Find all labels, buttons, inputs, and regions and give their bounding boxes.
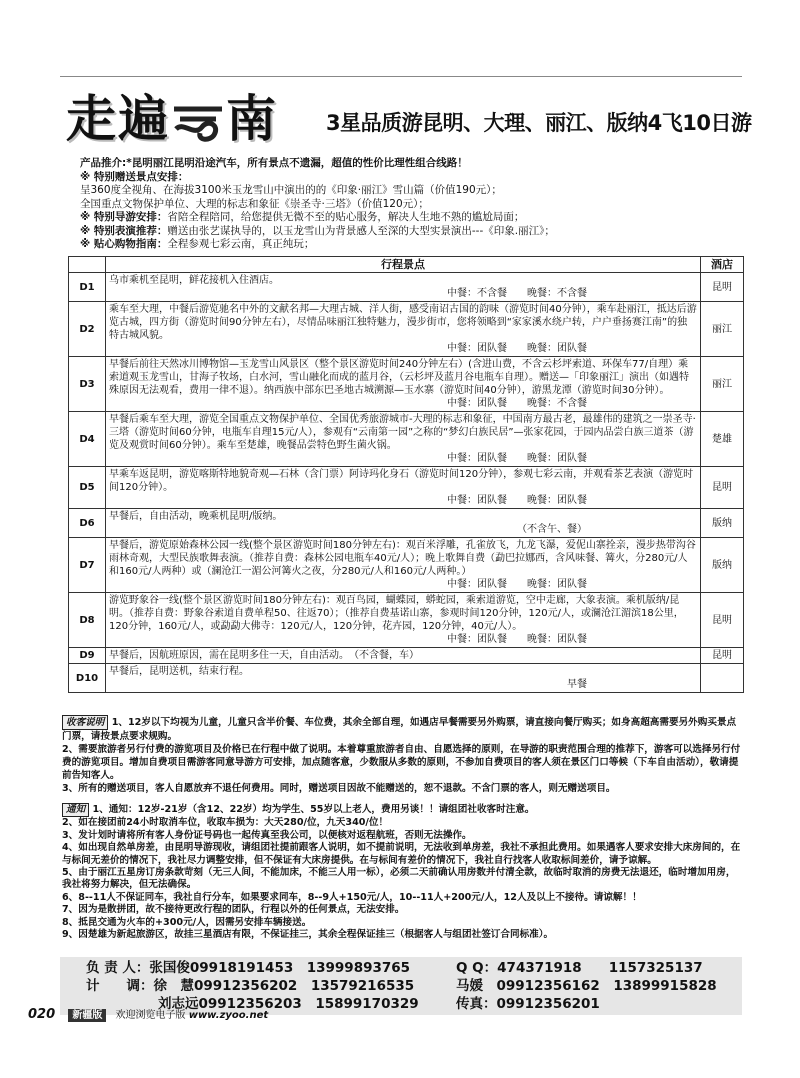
page-number: 020 bbox=[28, 1007, 56, 1022]
day-cell: D2 bbox=[69, 302, 106, 357]
notes-tag: 收客说明 bbox=[62, 715, 108, 730]
notice-item: 2、如在接团前24小时取消车位，收取车损为：大天280/位，九天340/位！ bbox=[62, 817, 389, 829]
itinerary-text: 早餐后，游览原始森林公园一线(整个景区游览时间180分钟左右)：观百米浮雕，孔雀放飞，九龙飞瀑，爱伲山寨拴亲，漫步热带沟谷雨林奇观，大型民族歌舞表演。（推荐自费：森林公园电瓶车40元/人）；晚上歌舞自费（勐巴拉娜西，含风味餐、篝火，分280元/人和160元/人两种）或（澜沧江一湄公河篝火之夜，分280元/人和160元/人两种。） bbox=[109, 540, 696, 577]
day-cell: D4 bbox=[69, 412, 106, 467]
table-row bbox=[69, 273, 744, 302]
hotel-cell: 版纳 bbox=[701, 538, 744, 593]
note-item: 3、所有的赠送项目，客人自愿放弃不退任何费用。同时，赠送项目因故不能赠送的，恕不退款。不含门票的客人，则无赠送项目。 bbox=[62, 783, 616, 794]
logo-text-2: 南 bbox=[226, 89, 278, 148]
itinerary-text: 早餐后前往天然冰川博物馆—玉龙雪山风景区（整个景区游览时间240分钟左右）(含进山费，不含云杉坪索道、环保车77/自理）乘索道观玉龙雪山，甘海子牧场，白水河，雪山融化而成的蓝月谷，（云杉坪及蓝月谷电瓶车自理）。赠送—「印象丽江」演出（如遇特殊原因无法观看，费用一律不退）。纳西族中部东巴圣地古城溯源—玉水寨（游览时间40分钟），游黑龙潭（游览时间30分钟）。 bbox=[109, 359, 689, 396]
itinerary-cell bbox=[106, 302, 701, 357]
itinerary-text: 早餐后，自由活动，晚乘机昆明/版纳。 bbox=[109, 511, 283, 522]
day-cell: D7 bbox=[69, 538, 106, 593]
hotel-cell: 楚雄 bbox=[701, 412, 744, 467]
notice-tag: 通知 bbox=[62, 803, 89, 817]
contact-line: 负 责 人：张国俊09918191453 13999893765 bbox=[86, 960, 411, 976]
day-cell: D8 bbox=[69, 593, 106, 648]
itinerary-header: 行程景点 bbox=[106, 257, 701, 273]
edition-badge: 新疆版 bbox=[68, 1009, 106, 1022]
intro-line: 赠送由张艺谋执导的，以玉龙雪山为背景感人至深的大型实景演出---《印象.丽江》； bbox=[167, 224, 555, 237]
notice-item: 7、因为是散拼团，故不接待更改行程的团队，行程以外的任何景点，无法安排。 bbox=[62, 904, 405, 916]
day-cell: D10 bbox=[69, 664, 106, 693]
table-row bbox=[69, 412, 744, 467]
table-row bbox=[69, 538, 744, 593]
itinerary-cell bbox=[106, 273, 701, 302]
meal-info: 早餐 bbox=[567, 679, 587, 690]
itinerary-cell bbox=[106, 593, 701, 648]
contact-line: 传真：09912356201 bbox=[456, 996, 600, 1012]
meal-info: 中餐：团队餐 晚餐：团队餐 bbox=[447, 343, 587, 354]
cloud-swirl-icon bbox=[170, 100, 226, 146]
hotel-cell: 丽江 bbox=[701, 302, 744, 357]
itinerary-cell bbox=[106, 509, 701, 538]
day-cell: D3 bbox=[69, 357, 106, 412]
table-row bbox=[69, 664, 744, 693]
itinerary-text: 早乘车返昆明，游览喀斯特地貌奇观—石林（含门票）阿诗玛化身石（游览时间120分钟），参观七彩云南，并观看茶艺表演（游览时间120分钟）。 bbox=[109, 469, 694, 493]
table-row bbox=[69, 302, 744, 357]
notice-item: 8、抵昆交通为火车的+300元/人，因需另安排车辆接送。 bbox=[62, 916, 312, 928]
table-row bbox=[69, 648, 744, 664]
notice-item: 1、通知：12岁-21岁（含12、22岁）均为学生、55岁以上老人，费用另谈！！请组团社收客时注意。 bbox=[92, 804, 535, 815]
contact-line: 马媛 09912356162 13899915828 bbox=[456, 978, 717, 994]
itinerary-cell bbox=[106, 664, 701, 693]
itinerary-text: 游览野象谷一线(整个景区游览时间180分钟左右)：观百鸟园，蝴蝶园，蟒蛇园，乘索道游览，空中走廊，大象表演。乘机版纳/昆明。（推荐自费：野象谷索道自费单程50、往返70）；（推荐自费基诺山寨，参观时间120分钟，120元/人，或澜沧江湄滨18公里，120分钟，160元/人，或勐勐大佛寺：120元/人，120分钟，花卉园，120分钟，40元/人）。 bbox=[109, 595, 684, 632]
itinerary-cell bbox=[106, 648, 701, 664]
notice-item: 4、如出现自然单房差，由昆明导游现收，请组团社提前跟客人说明，如不提前说明，无法收到单房差，我社不承担此费用。如果遇客人要求安排大床房间的，在与标间无差价的情况下，我社尽力调整安排，但不保证有大床房提供。在与标间有差价的情况下，我社自行找客人收取标间差价，请予谅解。 bbox=[62, 842, 741, 866]
notice-item: 3、发计划时请将所有客人身份证号码也一起传真至我公司，以便核对返程航班，否则无法操作。 bbox=[62, 829, 472, 841]
itinerary-cell bbox=[106, 467, 701, 509]
intro-label: 产品推介: bbox=[80, 157, 127, 169]
meal-info: 中餐：团队餐 晚餐：团队餐 bbox=[447, 495, 587, 506]
itinerary-cell bbox=[106, 357, 701, 412]
intro-line: ※ 特别赠送景点安排： bbox=[80, 170, 189, 183]
meal-info: 中餐：不含餐 晚餐：不含餐 bbox=[447, 288, 587, 299]
table-row bbox=[69, 509, 744, 538]
intro-line: 省陪全程陪同，给您提供无微不至的贴心服务，解决人生地不熟的尴尬局面； bbox=[167, 211, 525, 223]
itinerary-table bbox=[68, 256, 744, 693]
table-row bbox=[69, 467, 744, 509]
contact-line: 计 调：徐 慧09912356202 13579216535 bbox=[86, 978, 415, 994]
hotel-header: 酒店 bbox=[701, 257, 744, 273]
intro-line: 全国重点文物保护单位、大理的标志和象征《崇圣寺·三塔》（价值120元）； bbox=[80, 197, 429, 210]
itinerary-cell bbox=[106, 412, 701, 467]
tagline: 3星品质游昆明、大理、丽江、版纳4飞10日游 bbox=[326, 111, 752, 135]
notice-item: 5、由于丽江五星房订房条款苛刻（无三人间，不能加床，不能三人用一标），必须二天前确认用房数并付清全款，故临时取消的房费无法退还，临时增加用房，我社将努力解决，但无法确保。 bbox=[62, 867, 736, 891]
itinerary-text: 早餐后乘车至大理，游览全国重点文物保护单位、全国优秀旅游城市-大理的标志和象征，中国南方最古老，最雄伟的建筑之一崇圣寺·三塔（游览时间60分钟，电瓶车自理15元/人），参观有“云南第一园”之称的“梦幻白族民居”—张家花园，于园内品尝白族三道茶（游览及观赏时间60分钟）。乘车至楚雄，晚餐品尝特色野生菌火锅。 bbox=[109, 414, 696, 451]
intro-line: 全程参观七彩云南，真正纯玩； bbox=[167, 238, 315, 250]
product-intro bbox=[80, 157, 742, 252]
contact-line: Q Q：474371918 1157325137 bbox=[456, 960, 703, 976]
contact-line: 刘志远09912356203 15899170329 bbox=[158, 996, 419, 1012]
meal-info: 中餐：团队餐 晚餐：团队餐 bbox=[447, 579, 587, 590]
intro-label: ※ 特别表演推荐： bbox=[80, 224, 168, 237]
table-row bbox=[69, 357, 744, 412]
hotel-cell: 丽江 bbox=[701, 357, 744, 412]
page bbox=[60, 76, 752, 1037]
meal-info: （不含午、餐） bbox=[517, 524, 587, 535]
hotel-cell: 昆明 bbox=[701, 273, 744, 302]
day-cell: D1 bbox=[69, 273, 106, 302]
note-item: 1、12岁以下均视为儿童，儿童只含半价餐、车位费，其余全部自理，如遇店早餐需要另外购票，请直接向餐厅购买；如身高超高需要另外购买景点门票，请按景点要求规购。 bbox=[62, 717, 737, 742]
footer-slogan: 欢迎浏览电子版 bbox=[115, 1010, 186, 1021]
notice-section bbox=[62, 803, 742, 941]
itinerary-text: 早餐后，因航班原因，需在昆明多住一天，自由活动。 （不含餐，车） bbox=[109, 650, 419, 661]
intro-line: 呈360度全视角、在海拔3100米玉龙雪山中演出的的《印象·丽江》雪山篇（价值190元）； bbox=[80, 184, 502, 196]
day-header bbox=[69, 257, 106, 273]
itinerary-text: 早餐后，昆明送机，结束行程。 bbox=[109, 666, 249, 677]
logo-text: 走遍 bbox=[66, 89, 170, 148]
day-cell: D6 bbox=[69, 509, 106, 538]
meal-info: 中餐：团队餐 晚餐：团队餐 bbox=[447, 453, 587, 464]
note-item: 2、需要旅游者另行付费的游览项目及价格已在行程中做了说明。本着尊重旅游者自由、自愿选择的原则，在导游的职责范围合理的推荐下，游客可以选择另行付费的游览项目。增加自费项目需游客同意导游方可安排，加点随客意，少数服从多数的原则，不参加自费项目的客人须在景区门口等候（下车自由活动），敬请提前告知客人。 bbox=[62, 744, 741, 781]
header bbox=[60, 77, 752, 155]
hotel-cell: 昆明 bbox=[701, 467, 744, 509]
notice-item: 9、因楚雄为新起旅游区，故挂三星酒店有限，不保证挂三，其余全程保证挂三（根据客人与组团社签订合同标准）。 bbox=[62, 929, 554, 941]
intro-label: ※ 贴心购物指南： bbox=[80, 238, 168, 250]
itinerary-cell bbox=[106, 538, 701, 593]
itinerary-text: 乌市乘机至昆明，鲜花接机入住酒店。 bbox=[109, 275, 279, 286]
itinerary-text: 乘车至大理，中餐后游览驰名中外的文献名邦—大理古城、洋人街，感受南诏古国的韵味（游览时间40分钟），乘车赴丽江，抵达后游览古城，四方街（游览时间90分钟左右），尽情品味丽江独特魅力，漫步街市，您将领略到“家家溪水绕户转，户户垂扬赛江南”的独特古城风貌。 bbox=[109, 304, 697, 341]
hotel-cell: 昆明 bbox=[701, 648, 744, 664]
day-cell: D5 bbox=[69, 467, 106, 509]
day-cell: D9 bbox=[69, 648, 106, 664]
notice-item: 6、8--11人不保证同车，我社自行分车，如果要求同车，8--9人+150元/人，10--11人+200元/人，12人及以上不接待。请谅解！！ bbox=[62, 891, 642, 903]
hotel-cell bbox=[701, 664, 744, 693]
footer bbox=[28, 1006, 268, 1022]
intro-label: ※ 特别导游安排： bbox=[80, 211, 168, 223]
table-row bbox=[69, 593, 744, 648]
table-header bbox=[69, 257, 744, 273]
hotel-cell: 昆明 bbox=[701, 593, 744, 648]
meal-info: 中餐：团队餐 晚餐：不含餐 bbox=[447, 398, 587, 409]
meal-info: 中餐：团队餐 晚餐：团队餐 bbox=[447, 634, 587, 645]
intro-line: *昆明丽江昆明沿途汽车，所有景点不遗漏，超值的性价比理性组合线路！ bbox=[126, 157, 468, 169]
footer-url[interactable]: www.zyoo.net bbox=[188, 1010, 269, 1021]
hotel-cell: 版纳 bbox=[701, 509, 744, 538]
logo bbox=[66, 79, 278, 151]
booking-notes bbox=[62, 715, 742, 795]
